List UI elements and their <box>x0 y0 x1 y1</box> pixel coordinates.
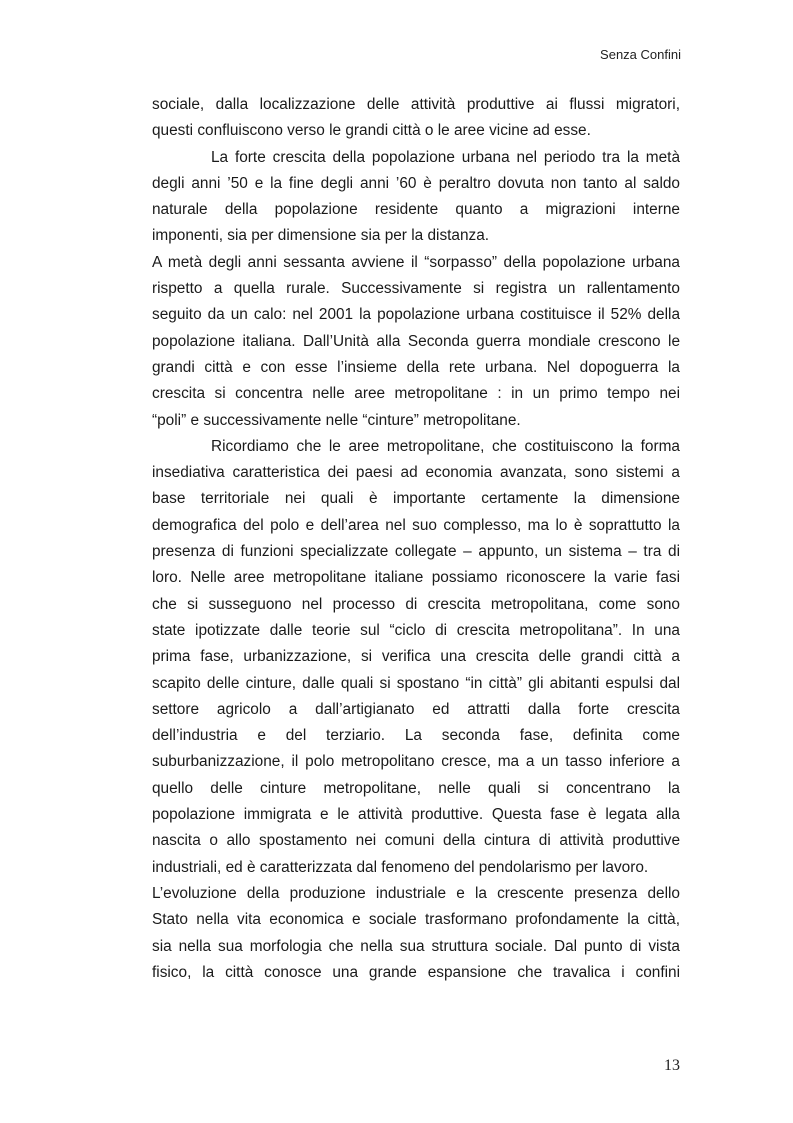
text-line: presenza di funzioni specializzate collegate – appunto, un sistema – tra di <box>152 543 680 561</box>
text-line: settore agricolo a dall’artigianato ed attratti dalla forte crescita <box>152 700 680 718</box>
text-line: sia nella sua morfologia che nella sua struttura sociale. Dal punto di vista <box>152 937 680 955</box>
text-line: dell’industria e del terziario. La seconda fase, definita come <box>152 727 680 745</box>
text-line: insediativa caratteristica dei paesi ad economia avanzata, sono sistemi a <box>152 464 680 482</box>
text-line: suburbanizzazione, il polo metropolitano cresce, ma a un tasso inferiore a <box>152 753 680 771</box>
page-number: 13 <box>664 1057 680 1074</box>
text-line: Ricordiamo che le aree metropolitane, che costituiscono la forma <box>211 437 680 455</box>
running-header: Senza Confini <box>600 47 681 62</box>
text-line: La forte crescita della popolazione urbana nel periodo tra la metà <box>211 148 680 166</box>
text-line: state ipotizzate dalle teorie sul “ciclo di crescita metropolitana”. In una <box>152 621 680 639</box>
text-line: L’evoluzione della produzione industriale e la crescente presenza dello <box>152 884 680 902</box>
text-line: degli anni ’50 e la fine degli anni ’60 è peraltro dovuta non tanto al saldo <box>152 174 680 192</box>
body-text <box>152 92 680 986</box>
text-line: crescita si concentra nelle aree metropolitane : in un primo tempo nei <box>152 385 680 403</box>
text-line: quello delle cinture metropolitane, nelle quali si concentrano la <box>152 779 680 797</box>
text-line: demografica del polo e dell’area nel suo complesso, ma lo è soprattutto la <box>152 516 680 534</box>
text-line: seguito da un calo: nel 2001 la popolazione urbana costituisce il 52% della <box>152 306 680 324</box>
text-line: base territoriale nei quali è importante certamente la dimensione <box>152 490 680 508</box>
text-line: scapito delle cinture, dalle quali si spostano “in città” gli abitanti espulsi dal <box>152 674 680 692</box>
text-line: industriali, ed è caratterizzata dal fenomeno del pendolarismo per lavoro. <box>152 858 649 876</box>
text-line: sociale, dalla localizzazione delle attività produttive ai flussi migratori, <box>152 96 680 113</box>
text-line: che si susseguono nel processo di crescita metropolitana, come sono <box>152 595 680 613</box>
text-line: rispetto a quella rurale. Successivamente si registra un rallentamento <box>152 280 680 298</box>
text-line: fisico, la città conosce una grande espansione che travalica i confini <box>152 963 680 981</box>
text-line: “poli” e successivamente nelle “cinture” metropolitane. <box>152 411 521 429</box>
text-line: questi confluiscono verso le grandi città o le aree vicine ad esse. <box>152 122 591 140</box>
text-line: loro. Nelle aree metropolitane italiane possiamo riconoscere la varie fasi <box>152 569 680 587</box>
text-line: A metà degli anni sessanta avviene il “sorpasso” della popolazione urbana <box>152 253 680 271</box>
text-line: prima fase, urbanizzazione, si verifica una crescita delle grandi città a <box>152 648 680 666</box>
text-line: naturale della popolazione residente quanto a migrazioni interne <box>152 201 680 219</box>
text-line: nascita o allo spostamento nei comuni della cintura di attività produttive <box>152 832 680 850</box>
text-line: popolazione italiana. Dall’Unità alla Seconda guerra mondiale crescono le <box>152 332 680 350</box>
text-line: grandi città e con esse l’insieme della rete urbana. Nel dopoguerra la <box>152 358 680 376</box>
text-line: imponenti, sia per dimensione sia per la distanza. <box>152 227 490 245</box>
text-line: popolazione immigrata e le attività produttive. Questa fase è legata alla <box>152 806 680 824</box>
text-line: Stato nella vita economica e sociale trasformano profondamente la città, <box>152 911 680 929</box>
